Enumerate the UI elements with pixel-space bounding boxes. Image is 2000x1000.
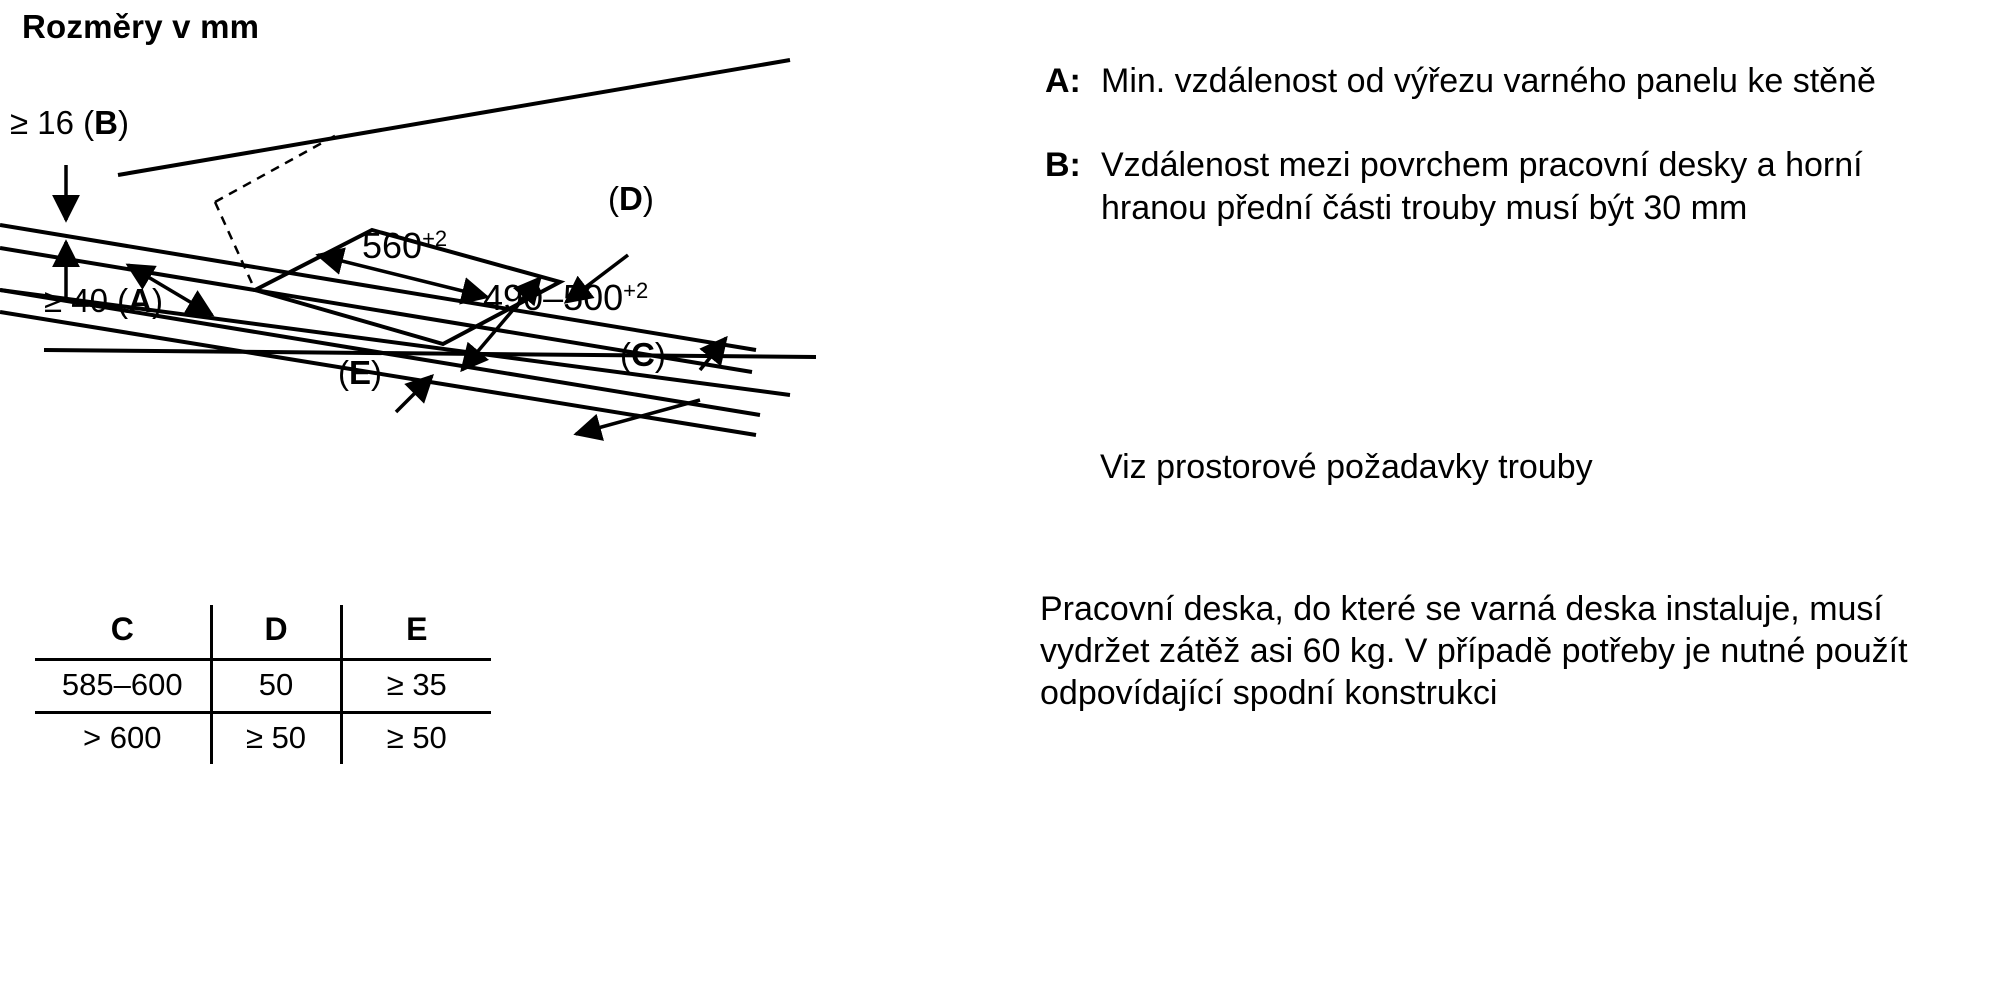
table-header-d: D	[211, 605, 341, 660]
dimension-label-width: $560^{+2}$	[362, 225, 448, 266]
dimension-label-depth: $490-500^{+2}$	[483, 277, 649, 318]
label-b-distance: ≥ 16 (B)	[10, 104, 129, 141]
dimensions-table-wrapper	[35, 605, 505, 764]
table-cell-e: ≥ 35	[341, 660, 491, 713]
legend-item-a	[1045, 60, 1975, 104]
diagram-svg	[0, 50, 1020, 550]
legend-text-a: Min. vzdálenost od výřezu varného panelu ke stěně	[1101, 62, 1876, 100]
table-cell-d: ≥ 50	[211, 713, 341, 765]
legend-list	[1045, 60, 1975, 271]
worktop-cutout-diagram	[0, 50, 1020, 550]
page-title: Rozměry v mm	[22, 8, 260, 45]
note-oven-requirements: Viz prostorové požadavky trouby	[1100, 448, 1593, 486]
table-row	[35, 660, 491, 713]
leader-e	[396, 376, 432, 412]
table-cell-c: 585–600	[61, 667, 183, 702]
dimensions-table	[35, 605, 491, 764]
label-c: (C)	[620, 336, 666, 373]
legend-key-b: B:	[1045, 145, 1081, 184]
note-worktop-load: Pracovní deska, do které se varná deska instaluje, musí vydržet zátěž asi 60 kg. V případě potřeby je nutné použít odpovídající spodní konstrukci	[1040, 590, 1908, 713]
table-cell-e: ≥ 50	[341, 713, 491, 765]
table-cell-c: > 600	[83, 720, 162, 755]
legend-item-b	[1045, 144, 1975, 231]
legend-text-b: Vzdálenost mezi povrchem pracovní desky a horní hranou přední části trouby musí být 30 mm	[1101, 145, 1863, 228]
table-cell-d: 50	[211, 660, 341, 713]
label-e: (E)	[338, 354, 383, 391]
table-header-e: E	[341, 605, 491, 660]
table-header-c: C	[110, 611, 134, 647]
label-d: (D)	[608, 180, 654, 217]
table-row	[35, 713, 491, 765]
label-a-distance: ≥ 40 (A)	[44, 282, 163, 319]
legend-key-a: A:	[1045, 62, 1081, 100]
table-header-row	[35, 605, 491, 660]
